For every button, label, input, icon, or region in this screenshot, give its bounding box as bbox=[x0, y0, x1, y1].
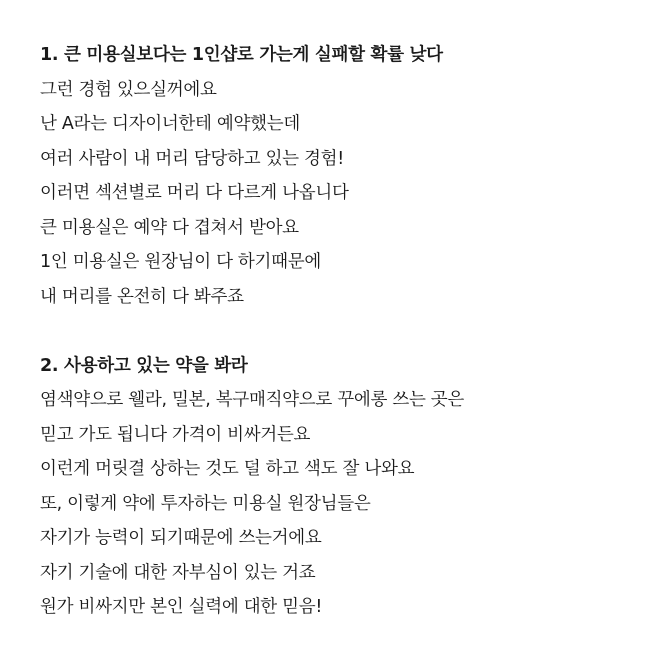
section-2-line: 이런게 머릿결 상하는 것도 덜 하고 색도 잘 나와요 bbox=[40, 459, 415, 479]
section-2-line: 또, 이렇게 약에 투자하는 미용실 원장님들은 bbox=[40, 493, 371, 514]
section-1-line: 큰 미용실은 예약 다 겹쳐서 받아요 bbox=[40, 217, 299, 238]
section-2-line: 자기 기술에 대한 자부심이 있는 거죠 bbox=[40, 562, 316, 583]
section-2-line: 믿고 가도 됩니다 가격이 비싸거든요 bbox=[40, 424, 311, 445]
section-1-line: 그런 경험 있으실꺼에요 bbox=[40, 79, 217, 100]
article-body bbox=[40, 38, 630, 625]
section-1-line: 1인 미용실은 원장님이 다 하기때문에 bbox=[40, 252, 321, 272]
section-1-heading: 1. 큰 미용실보다는 1인샵로 가는게 실패할 확률 낮다 bbox=[40, 45, 443, 65]
section-1-line: 여러 사람이 내 머리 담당하고 있는 경험! bbox=[40, 148, 344, 169]
section-2-line: 자기가 능력이 되기때문에 쓰는거에요 bbox=[40, 528, 322, 548]
section-2-line: 염색약으로 웰라, 밀본, 복구매직약으로 꾸에롱 쓰는 곳은 bbox=[40, 390, 465, 410]
section-1-line: 이러면 섹션별로 머리 다 다르게 나옵니다 bbox=[40, 183, 349, 203]
section-1-line: 난 A라는 디자이너한테 예약했는데 bbox=[40, 114, 300, 134]
section-1 bbox=[40, 38, 630, 314]
section-1-line: 내 머리를 온전히 다 봐주죠 bbox=[40, 286, 244, 307]
section-2-heading: 2. 사용하고 있는 약을 봐라 bbox=[40, 355, 248, 376]
section-spacer bbox=[40, 314, 630, 349]
section-2-line: 원가 비싸지만 본인 실력에 대한 믿음! bbox=[40, 597, 323, 617]
section-2 bbox=[40, 349, 630, 625]
